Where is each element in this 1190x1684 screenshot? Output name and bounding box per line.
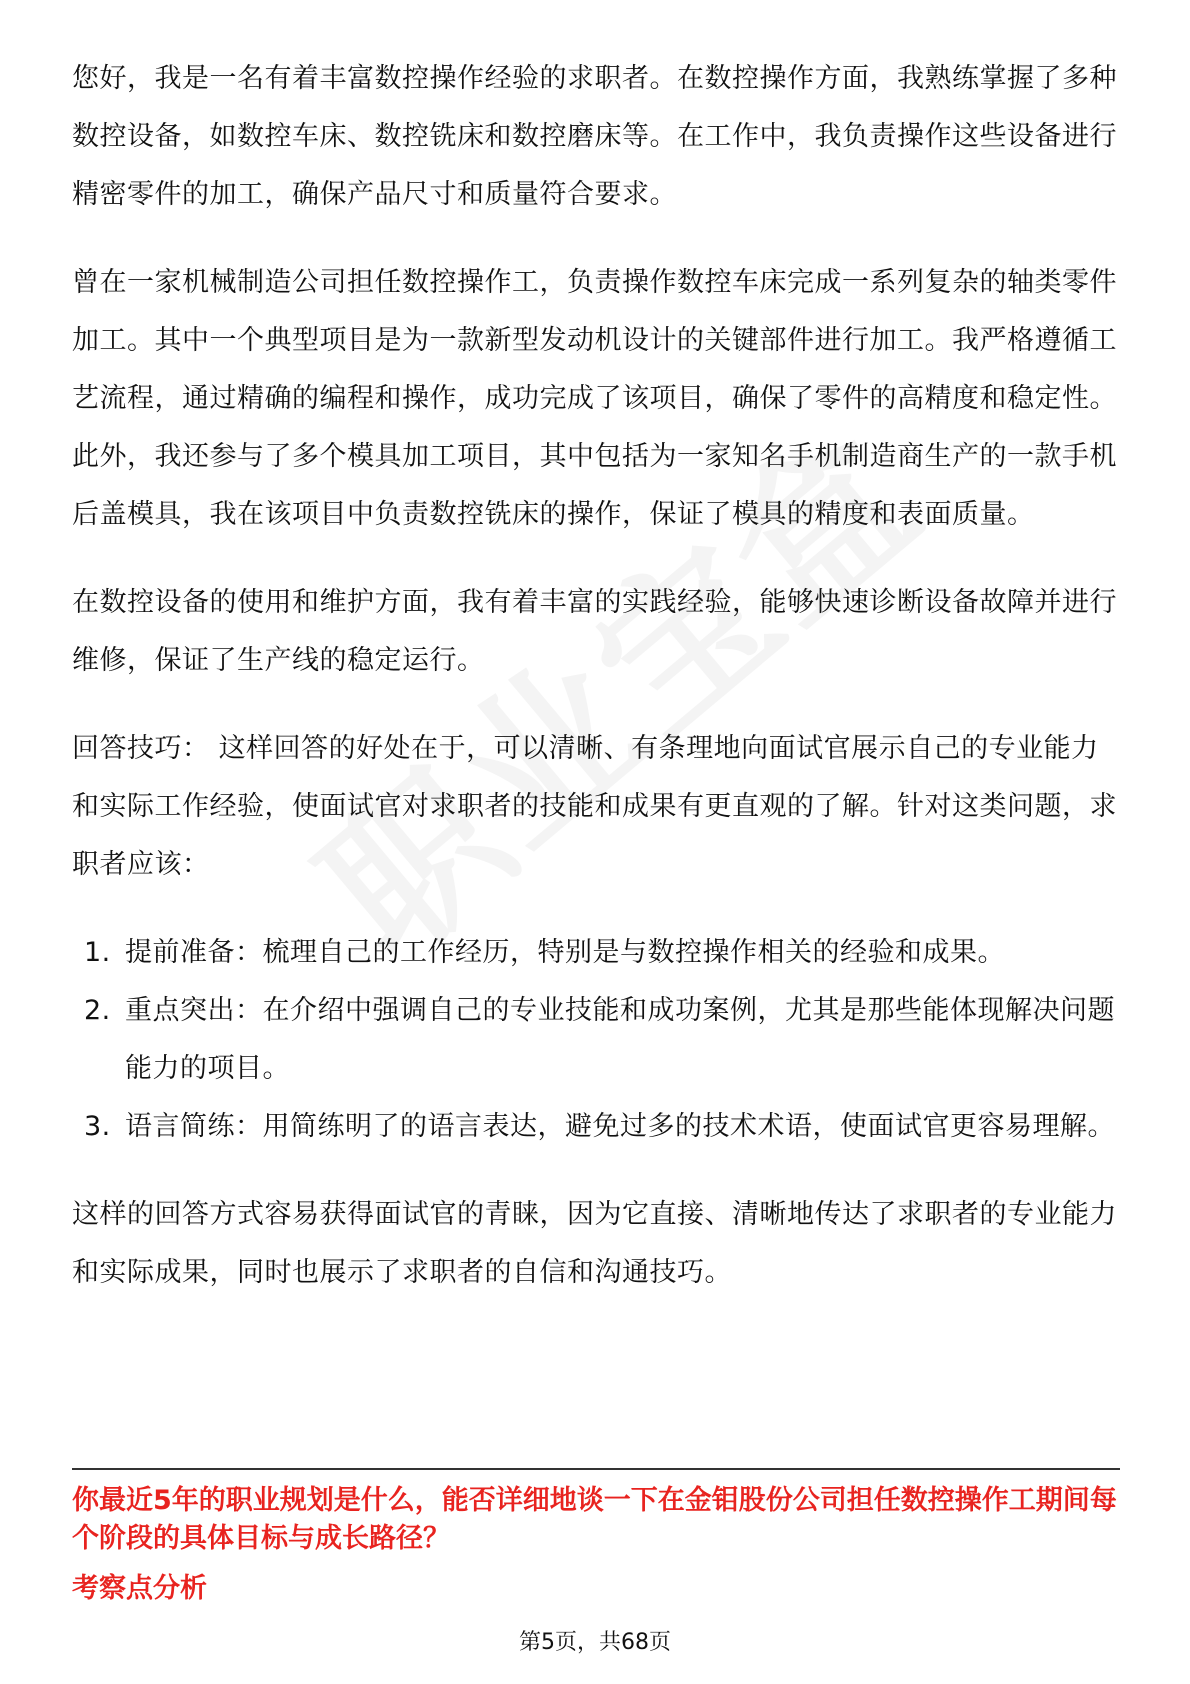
- list-item-text: 重点突出：在介绍中强调自己的专业技能和成功案例，尤其是那些能体现解决问题能力的项目。: [125, 995, 1115, 1084]
- answer-body: [72, 50, 1120, 1332]
- tips-list-item: [72, 1098, 1120, 1156]
- list-number: 2.: [84, 995, 111, 1026]
- tips-list: [72, 924, 1120, 1156]
- list-item-text: 提前准备：梳理自己的工作经历，特别是与数控操作相关的经验和成果。: [125, 937, 1005, 968]
- list-number: 1.: [84, 937, 111, 968]
- paragraph-experience: 曾在一家机械制造公司担任数控操作工，负责操作数控车床完成一系列复杂的轴类零件加工。其中一个典型项目是为一款新型发动机设计的关键部件进行加工。我严格遵循工艺流程，通过精确的编程和操作，成功完成了该项目，确保了零件的高精度和稳定性。此外，我还参与了多个模具加工项目，其中包括为一家知名手机制造商生产的一款手机后盖模具，我在该项目中负责数控铣床的操作，保证了模具的精度和表面质量。: [72, 267, 1117, 530]
- page-number: 第5页，共68页: [519, 1630, 671, 1655]
- tips-list-item: [72, 924, 1120, 982]
- section-heading: 考察点分析: [72, 1573, 207, 1604]
- paragraph-closing: 这样的回答方式容易获得面试官的青睐，因为它直接、清晰地传达了求职者的专业能力和实际成果，同时也展示了求职者的自信和沟通技巧。: [72, 1199, 1117, 1288]
- paragraph-intro: 您好，我是一名有着丰富数控操作经验的求职者。在数控操作方面，我熟练掌握了多种数控设备，如数控车床、数控铣床和数控磨床等。在工作中，我负责操作这些设备进行精密零件的加工，确保产品尺寸和质量符合要求。: [72, 63, 1117, 210]
- list-item-text: 语言简练：用简练明了的语言表达，避免过多的技术术语，使面试官更容易理解。: [125, 1111, 1115, 1142]
- paragraph-maintenance: 在数控设备的使用和维护方面，我有着丰富的实践经验，能够快速诊断设备故障并进行维修，保证了生产线的稳定运行。: [72, 587, 1117, 676]
- list-number: 3.: [84, 1111, 111, 1142]
- tips-list-item: [72, 982, 1120, 1098]
- interview-question: 你最近5年的职业规划是什么，能否详细地谈一下在金钼股份公司担任数控操作工期间每个阶段的具体目标与成长路径？: [72, 1485, 1117, 1554]
- paragraph-answer-tips: 回答技巧： 这样回答的好处在于，可以清晰、有条理地向面试官展示自己的专业能力和实际工作经验，使面试官对求职者的技能和成果有更直观的了解。针对这类问题，求职者应该：: [72, 733, 1117, 880]
- section-divider: [72, 1468, 1120, 1470]
